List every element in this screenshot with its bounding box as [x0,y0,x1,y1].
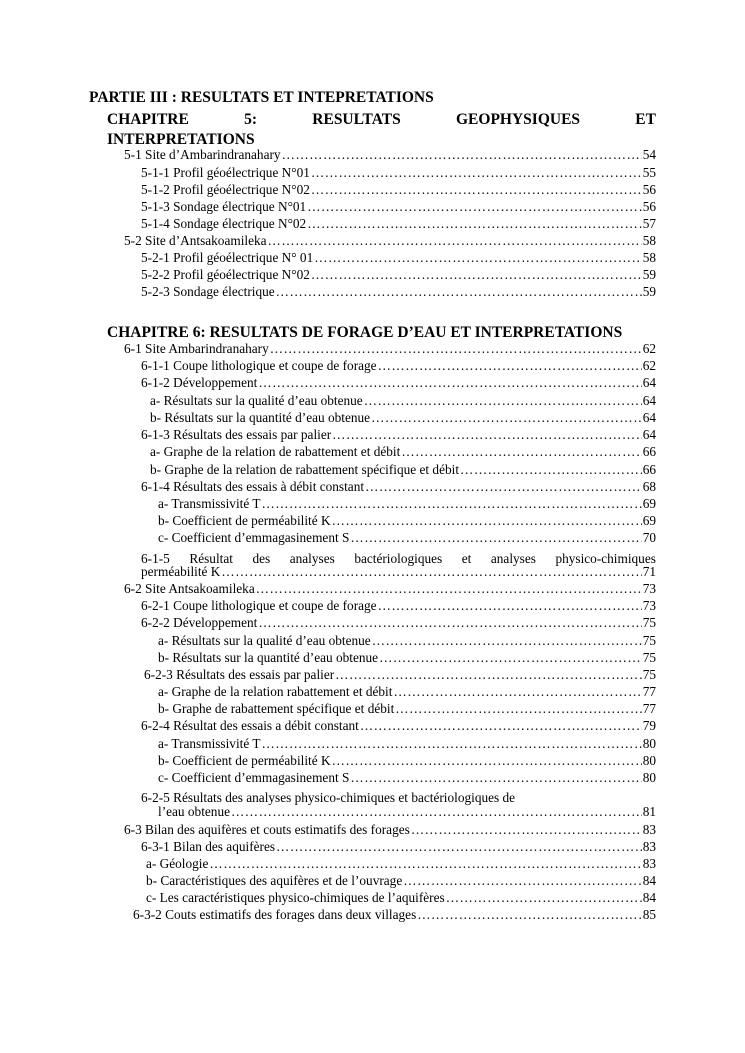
toc-word: Résultat [189,551,233,566]
toc-entry[interactable] [141,250,656,266]
toc-entry-label: 5-1-2 Profil géoélectrique N°02 [141,182,310,197]
toc-dot-leader [307,199,642,215]
part-heading: PARTIE III : RESULTATS ET INTEPRETATIONS [89,89,434,106]
toc-page-number: 66 [642,444,656,459]
toc-entry[interactable] [158,753,656,769]
toc-page-number: 75 [642,650,656,665]
toc-entry-label: 5-1-1 Profil géoélectrique N°01 [141,165,310,180]
toc-entry[interactable] [124,233,656,249]
toc-entry-label: b- Graphe de rabattement spécifique et débit [158,701,395,716]
toc-entry-label: b- Coefficient de perméabilité K [158,513,331,528]
toc-dot-leader [364,393,642,409]
toc-dot-leader [411,822,642,838]
toc-page-number: 62 [642,358,656,373]
toc-entry[interactable] [141,267,656,283]
toc-entry[interactable] [133,907,656,923]
toc-entry[interactable] [158,513,656,529]
toc-entry-label: b- Résultats sur la quantité d’eau obtenue [158,650,379,665]
toc-entry-label: perméabilité K [141,564,221,579]
toc-page-number: 75 [642,633,656,648]
toc-entry-label: 6-2 Site Antsakoamileka [124,581,255,596]
toc-dot-leader [311,165,642,181]
toc-dot-leader [365,479,642,495]
toc-entry[interactable] [141,427,656,443]
toc-dot-leader [350,530,641,546]
toc-page-number: 64 [642,375,656,390]
toc-entry-label: 6-2-1 Coupe lithologique et coupe de forage [141,598,377,613]
toc-entry-label: b- Coefficient de perméabilité K [158,753,331,768]
toc-page-number: 59 [642,284,656,299]
toc-dot-leader [256,581,642,597]
toc-entry[interactable] [141,216,656,232]
toc-entry[interactable] [158,736,656,752]
toc-dot-leader [395,701,641,717]
toc-entry-label: a- Graphe de la relation de rabattement et débit [150,444,401,459]
toc-entry-label: 6-1-2 Développement [141,375,258,390]
toc-page-number: 85 [642,907,656,922]
toc-entry[interactable] [141,284,656,300]
toc-page-number: 73 [642,581,656,596]
chapter-5-line-2: INTERPRETATIONS [107,131,255,148]
toc-page-number: 55 [642,165,656,180]
toc-entry-label: 5-2-2 Profil géoélectrique N°02 [141,267,310,282]
toc-dot-leader [311,182,642,198]
toc-entry[interactable] [141,598,656,614]
chapter-5-word: RESULTATS [312,111,401,128]
toc-dot-leader [231,804,642,820]
chapter-5-line-1 [107,110,656,130]
toc-entry[interactable] [158,770,656,786]
toc-entry[interactable] [146,890,656,906]
toc-page-number: 59 [642,267,656,282]
toc-dot-leader [360,718,642,734]
toc-entry[interactable] [141,839,656,855]
toc-entry-label: a- Résultats sur la qualité d’eau obtenue [158,633,371,648]
toc-page-number: 77 [642,684,656,699]
toc-word: analyses [289,551,335,566]
toc-page-number: 80 [642,770,656,785]
toc-entry-label: a- Transmissivité T [158,496,261,511]
toc-dot-leader [268,233,642,249]
toc-page-number: 84 [642,890,656,905]
toc-page-number: 83 [642,839,656,854]
toc-entry[interactable] [124,341,656,357]
toc-dot-leader [378,358,642,374]
toc-entry[interactable] [141,199,656,215]
toc-page-number: 64 [642,393,656,408]
toc-entry-label: c- Coefficient d’emmagasinement S [158,530,350,545]
toc-page-number: 84 [642,873,656,888]
toc-dot-leader [446,890,642,906]
toc-word: bactériologiques [354,551,443,566]
toc-dot-leader [311,267,642,283]
toc-dot-leader [371,410,642,426]
toc-page-number: 83 [642,856,656,871]
toc-page-number: 70 [642,530,656,545]
toc-word: analyses [490,551,536,566]
toc-page-number: 58 [642,250,656,265]
toc-entry[interactable] [150,444,656,460]
toc-entry-label: 6-3-2 Couts estimatifs des forages dans deux villages [133,907,417,922]
toc-entry[interactable] [158,684,656,700]
toc-page-number: 71 [642,564,656,579]
toc-word: 6-1-5 [141,551,170,566]
toc-page-number: 58 [642,233,656,248]
toc-entry[interactable] [141,564,656,580]
toc-dot-leader [393,684,641,700]
toc-entry[interactable] [141,615,656,631]
toc-entry[interactable] [144,667,656,683]
toc-entry[interactable] [141,718,656,734]
toc-entry[interactable] [124,147,656,163]
toc-entry[interactable] [124,822,656,838]
toc-entry[interactable] [146,873,656,889]
toc-entry-label: c- Les caractéristiques physico-chimiques de l’aquifères [146,890,445,905]
toc-dot-leader [379,650,642,666]
toc-page-number: 64 [642,427,656,442]
toc-entry[interactable] [158,650,656,666]
toc-page-number: 62 [642,341,656,356]
toc-entry[interactable] [146,856,656,872]
toc-entry-label: 6-1 Site Ambarindranahary [124,341,269,356]
toc-entry-label: 5-1-3 Sondage électrique N°01 [141,199,307,214]
toc-dot-leader [258,375,641,391]
toc-page-number: 56 [642,182,656,197]
toc-dot-leader [209,856,641,872]
toc-dot-leader [270,341,642,357]
toc-page-number: 75 [642,615,656,630]
toc-page-number: 80 [642,753,656,768]
toc-page-number: 80 [642,736,656,751]
toc-entry-label: b- Graphe de la relation de rabattement spécifique et débit [150,462,460,477]
toc-page-number: 54 [642,147,656,162]
toc-entry[interactable] [150,462,656,478]
toc-entry[interactable] [150,410,656,426]
toc-entry-label: 5-2-1 Profil géoélectrique N° 01 [141,250,314,265]
toc-dot-leader [350,770,641,786]
toc-page-number: 75 [642,667,656,682]
toc-entry-label: a- Graphe de la relation rabattement et débit [158,684,393,699]
toc-entry-label: b- Caractéristiques des aquifères et de l’ouvrage [146,873,403,888]
toc-entry[interactable] [124,581,656,597]
toc-page-number: 83 [642,822,656,837]
toc-page-number: 57 [642,216,656,231]
toc-entry-label: 6-3-1 Bilan des aquifères [141,839,276,854]
toc-dot-leader [221,564,641,580]
toc-page-number: 81 [642,804,656,819]
toc-page-number: 79 [642,718,656,733]
toc-entry-label: 6-3 Bilan des aquifères et couts estimatifs des forages [124,822,410,837]
chapter-5-heading [107,110,656,150]
toc-word: et [461,551,472,566]
toc-entry-label: 6-1-3 Résultats des essais par palier [141,427,332,442]
toc-entry-label: 5-2 Site d’Antsakoamileka [124,233,267,248]
toc-page-number: 73 [642,598,656,613]
toc-dot-leader [261,736,641,752]
toc-entry-label: a- Résultats sur la qualité d’eau obtenue [150,393,363,408]
toc-dot-leader [276,839,642,855]
toc-entry[interactable] [158,804,656,820]
toc-entry[interactable] [158,496,656,512]
toc-entry-label: b- Résultats sur la quantité d’eau obtenue [150,410,371,425]
chapter-6-heading: CHAPITRE 6: RESULTATS DE FORAGE D’EAU ET INTERPRETATIONS [107,324,623,341]
toc-word: des [252,551,271,566]
toc-entry-label: 6-2-2 Développement [141,615,258,630]
chapter-5-word: CHAPITRE [107,111,189,128]
toc-page-number: 68 [642,479,656,494]
toc-page-number: 66 [642,462,656,477]
toc-dot-leader [460,462,642,478]
toc-page-number: 69 [642,513,656,528]
toc-page-number: 69 [642,496,656,511]
toc-dot-leader [403,873,641,889]
toc-entry-label: 5-1 Site d’Ambarindranahary [124,147,281,162]
toc-page-number: 77 [642,701,656,716]
toc-dot-leader [314,250,641,266]
toc-entry[interactable] [141,479,656,495]
toc-dot-leader [258,615,641,631]
toc-dot-leader [417,907,641,923]
toc-dot-leader [261,496,641,512]
toc-entry-label: 6-1-1 Coupe lithologique et coupe de forage [141,358,377,373]
toc-dot-leader [378,598,642,614]
toc-entry[interactable] [141,182,656,198]
chapter-5-word: 5: [244,111,258,128]
toc-entry-label: a- Transmissivité T [158,736,261,751]
toc-dot-leader [282,147,642,163]
toc-dot-leader [332,753,642,769]
toc-entry[interactable] [141,358,656,374]
chapter-5-word: ET [635,111,656,128]
toc-page-number: 56 [642,199,656,214]
toc-entry[interactable] [158,633,656,649]
toc-entry-label: 6-2-3 Résultats des essais par palier [144,667,335,682]
toc-entry-label: c- Coefficient d’emmagasinement S [158,770,350,785]
toc-entry[interactable] [158,701,656,717]
toc-page-number: 64 [642,410,656,425]
toc-entry[interactable] [150,393,656,409]
toc-dot-leader [372,633,642,649]
toc-entry-label: 6-2-4 Résultat des essais a débit constant [141,718,359,733]
toc-entry[interactable] [141,165,656,181]
chapter-5-word: GEOPHYSIQUES [456,111,581,128]
toc-dot-leader [335,667,642,683]
toc-word: physico-chimiques [555,551,656,566]
toc-entry-label: 6-1-4 Résultats des essais à débit constant [141,479,365,494]
toc-dot-leader [332,427,642,443]
toc-dot-leader [332,513,642,529]
toc-entry-label: 5-2-3 Sondage électrique [141,284,275,299]
toc-dot-leader [276,284,642,300]
toc-entry[interactable] [158,530,656,546]
toc-dot-leader [307,216,642,232]
toc-entry[interactable] [141,375,656,391]
toc-entry-label: l’eau obtenue [158,804,230,819]
toc-entry-6-2-5-line-1: 6-2-5 Résultats des analyses physico-chimiques et bactériologiques de [141,790,516,805]
toc-dot-leader [401,444,641,460]
toc-entry-label: a- Géologie [146,856,209,871]
toc-entry-label: 5-1-4 Sondage électrique N°02 [141,216,307,231]
